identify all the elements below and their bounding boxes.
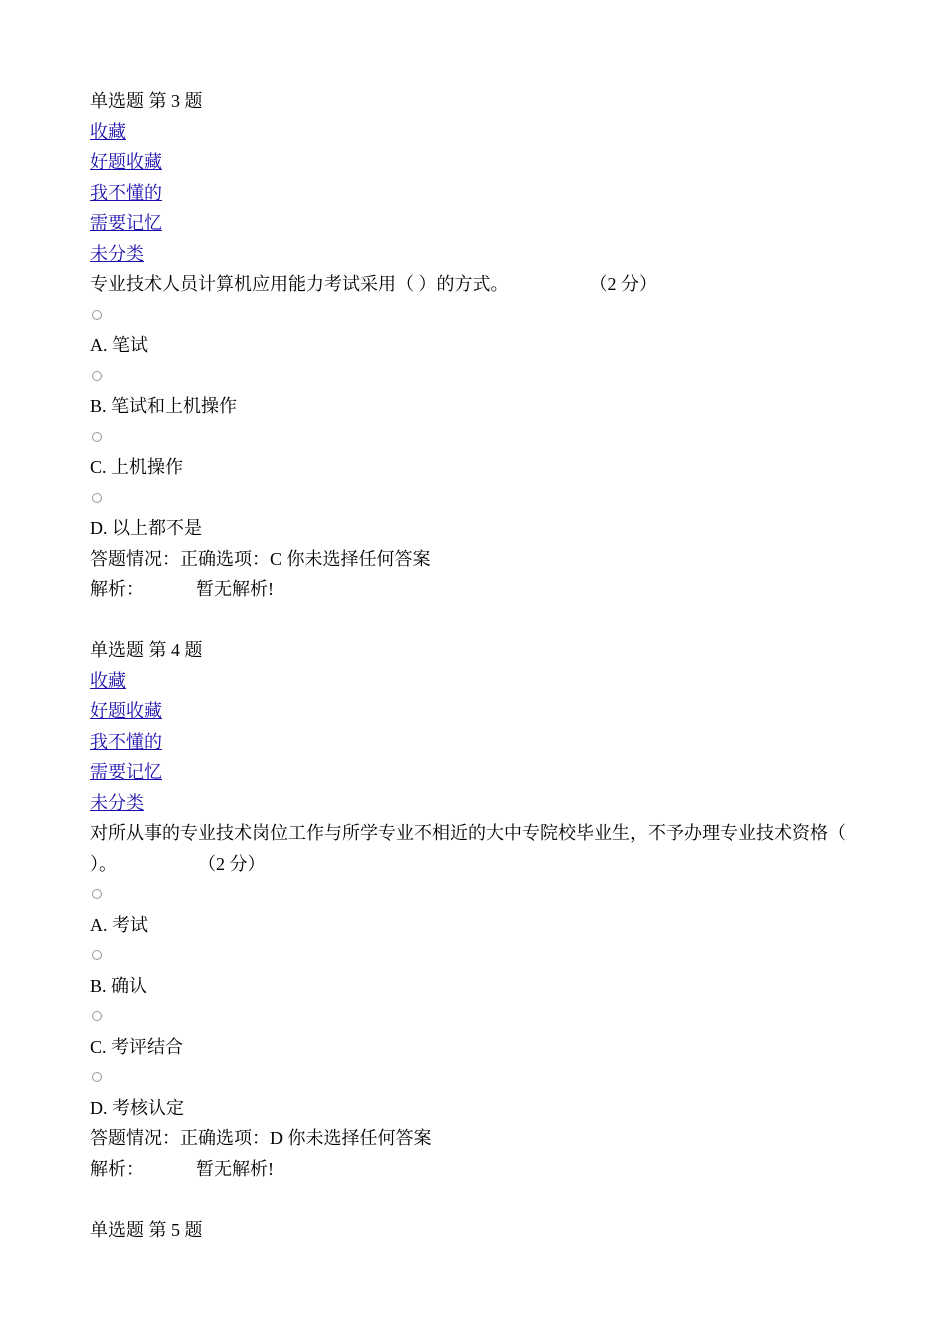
option-d-radio[interactable]	[92, 1072, 102, 1082]
option-a-radio[interactable]	[92, 889, 102, 899]
question-stem	[90, 818, 866, 879]
option-d-radio[interactable]	[92, 493, 102, 503]
analysis	[90, 574, 866, 605]
uncategorized-link[interactable]: 未分类	[90, 792, 144, 813]
analysis	[90, 1154, 866, 1185]
question-header: 单选题 第 3 题	[90, 91, 203, 111]
option-c-label: C. 上机操作	[90, 457, 184, 477]
question-score: （2 分）	[207, 853, 266, 874]
analysis-text: 暂无解析!	[196, 579, 274, 599]
question-header: 单选题 第 5 题	[90, 1219, 203, 1240]
option-b-label: B. 笔试和上机操作	[90, 396, 238, 416]
option-b-radio[interactable]	[92, 950, 102, 960]
option-b-label: B. 确认	[90, 975, 148, 996]
favorite-link[interactable]: 收藏	[90, 121, 126, 142]
option-b-radio[interactable]	[92, 371, 102, 381]
analysis-label: 解析：	[90, 579, 144, 599]
option-c-radio[interactable]	[92, 1011, 102, 1021]
question-text: 专业技术人员计算机应用能力考试采用（ ）的方式。	[90, 274, 509, 294]
option-d-label: D. 以上都不是	[90, 518, 202, 538]
analysis-text: 暂无解析!	[196, 1158, 274, 1179]
option-a-radio[interactable]	[92, 310, 102, 320]
option-c-radio[interactable]	[92, 432, 102, 442]
option-d-label: D. 考核认定	[90, 1097, 184, 1118]
uncategorized-link[interactable]: 未分类	[90, 243, 144, 264]
question-list	[90, 86, 866, 1245]
dont-understand-link[interactable]: 我不懂的	[90, 731, 162, 752]
analysis-label: 解析：	[90, 1158, 144, 1179]
good-question-favorite-link[interactable]: 好题收藏	[90, 701, 162, 721]
answer-result: 答题情况：正确选项：C 你未选择任何答案	[90, 548, 431, 569]
question-stem	[90, 269, 866, 300]
option-a-label: A. 笔试	[90, 335, 148, 355]
question-block	[90, 1215, 866, 1246]
question-block	[90, 86, 866, 605]
option-a-label: A. 考试	[90, 914, 148, 935]
question-block	[90, 635, 866, 1184]
favorite-link[interactable]: 收藏	[90, 670, 126, 691]
good-question-favorite-link[interactable]: 好题收藏	[90, 152, 162, 172]
dont-understand-link[interactable]: 我不懂的	[90, 182, 162, 203]
option-c-label: C. 考评结合	[90, 1036, 184, 1057]
question-header: 单选题 第 4 题	[90, 640, 203, 660]
question-text: 对所从事的专业技术岗位工作与所学专业不相近的大中专院校毕业生，不予办理专业技术资格（ ）。	[90, 823, 846, 874]
answer-result: 答题情况：正确选项：D 你未选择任何答案	[90, 1128, 432, 1148]
question-score: （2 分）	[598, 274, 657, 294]
need-memorize-link[interactable]: 需要记忆	[90, 762, 162, 782]
need-memorize-link[interactable]: 需要记忆	[90, 213, 162, 233]
